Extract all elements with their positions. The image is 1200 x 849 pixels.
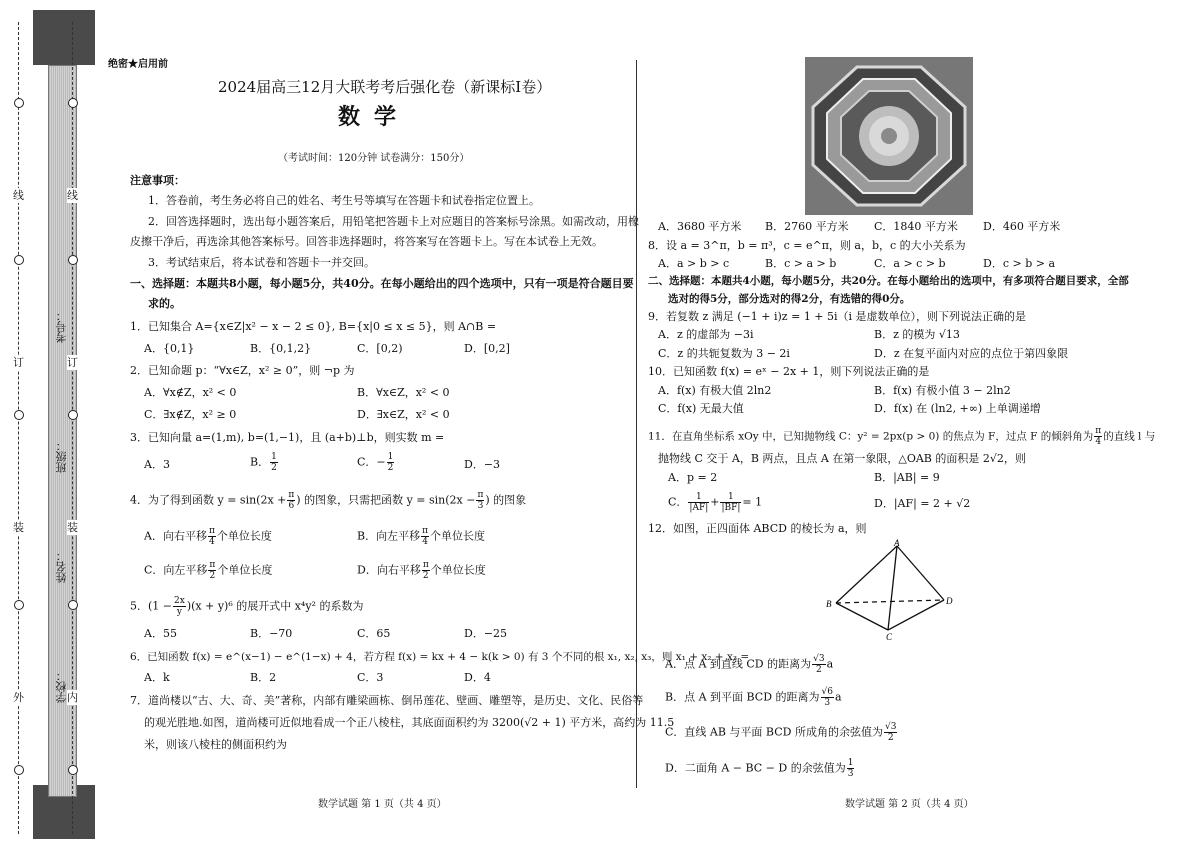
q5-option-b[interactable]: B．−70: [250, 627, 293, 640]
binding-word: 装: [13, 521, 24, 534]
q2-option-b[interactable]: B．∀x∈Z，x² < 0: [357, 386, 450, 399]
octagonal-building-photo: [805, 57, 973, 215]
option-fraction: [422, 560, 430, 581]
option-text: 个单位长度: [217, 563, 273, 577]
option-fraction: [884, 722, 897, 743]
option-text: D．向右平移: [357, 563, 421, 577]
q6-option-b[interactable]: B．2: [250, 671, 277, 684]
fraction-numerator: π: [477, 490, 484, 500]
q10-option-a[interactable]: A．f(x) 有极大值 2ln2: [658, 384, 772, 397]
binding-margin: [10, 10, 113, 839]
binding-word: 内: [67, 691, 78, 704]
class-field[interactable]: 班级：: [55, 440, 68, 473]
fraction-denominator: y: [176, 607, 182, 617]
binding-hole: [68, 410, 78, 420]
q11-stem-part: 的直线 l 与: [1103, 430, 1156, 443]
q9-option-c[interactable]: C．z 的共轭复数为 3 − 2i: [658, 347, 790, 360]
q1-option-c[interactable]: C．[0,2): [357, 342, 403, 355]
binding-word: 订: [67, 356, 78, 369]
fraction-numerator: 1: [688, 492, 709, 503]
fraction-numerator: π: [1095, 426, 1102, 436]
q5-stem-part: 5．(1 −: [130, 599, 173, 613]
fraction-denominator: 3: [824, 698, 831, 708]
fraction-numerator: π: [209, 560, 216, 570]
binding-hole: [68, 765, 78, 775]
option-fraction: [208, 526, 216, 547]
q1-stem: 1．已知集合 A={x∈Z|x² − x − 2 ≤ 0}, B={x|0 ≤ x ≤ 5}，则 A∩B =: [130, 320, 497, 333]
q4-stem-fraction: [476, 490, 484, 511]
option-text: C．直线 AB 与平面 BCD 所成角的余弦值为: [665, 725, 883, 739]
binding-word: 装: [67, 521, 78, 534]
option-fraction: [208, 560, 216, 581]
binding-hole: [68, 255, 78, 265]
fraction-numerator: 2x: [174, 596, 185, 606]
binding-hole: [68, 98, 78, 108]
q9-option-d[interactable]: D．z 在复平面内对应的点位于第四象限: [874, 347, 1069, 360]
option-text: D．二面角 A − BC − D 的余弦值为: [665, 761, 846, 775]
binding-word: 订: [13, 356, 24, 369]
q4-stem-part: ) 的图象: [485, 493, 527, 507]
q8-option-a[interactable]: A．a > b > c: [658, 257, 730, 270]
q6-option-d[interactable]: D．4: [464, 671, 491, 684]
q3-option-b-fraction: [270, 452, 278, 473]
fraction-numerator: √3: [884, 722, 897, 732]
q3-option-c[interactable]: [357, 452, 395, 473]
fraction-numerator: 1: [387, 452, 394, 462]
q5-option-a[interactable]: A．55: [144, 627, 177, 640]
q9-option-b[interactable]: B．z 的模为 √13: [874, 328, 960, 341]
q11-option-d[interactable]: D．|AF| = 2 + √2: [874, 497, 971, 510]
binding-hole: [14, 600, 24, 610]
q6-option-c[interactable]: C．3: [357, 671, 384, 684]
option-text: 个单位长度: [430, 529, 486, 543]
option-fraction: [847, 758, 855, 779]
q2-option-c[interactable]: C．∃x∉Z，x² ≥ 0: [144, 408, 237, 421]
secret-label: 绝密★启用前: [108, 59, 168, 70]
note-item: 皮擦干净后，再选涂其他答案标号。回答非选择题时，将答案写在答题卡上。写在本试卷上无效。: [130, 235, 603, 248]
binding-hole: [14, 765, 24, 775]
q12-option-b[interactable]: [665, 687, 842, 708]
fraction-denominator: 2: [887, 733, 894, 743]
fraction-denominator: 3: [847, 769, 854, 779]
q7-stem-line2: 的观光胜地.如图，道尚楼可近似地看成一个正八棱柱，其底面面积约为 3200(√2 + 1) 平方米，高约为 11.5: [144, 716, 675, 729]
vertex-label-b: B: [826, 599, 832, 609]
q9-option-a[interactable]: A．z 的虚部为 −3i: [658, 328, 754, 341]
option-text: 个单位长度: [430, 563, 486, 577]
q1-option-b[interactable]: B．{0,1,2}: [250, 342, 312, 355]
q3-stem: 3．已知向量 a=(1,m), b=(1,−1)，且 (a+b)⊥b，则实数 m =: [130, 431, 445, 444]
option-text: = 1: [742, 495, 763, 509]
fraction-numerator: π: [422, 560, 429, 570]
section-2-heading-cont: 选对的得5分，部分选对的得2分，有选错的得0分。: [668, 293, 911, 305]
binding-top-block: [33, 10, 95, 65]
option-text: a: [826, 657, 834, 671]
option-text: A．向右平移: [144, 529, 207, 543]
q7-option-c[interactable]: C．1840 平方米: [874, 220, 958, 233]
q3-option-b[interactable]: [250, 452, 279, 473]
q3-option-c-label: C．−: [357, 455, 386, 469]
option-text: 个单位长度: [216, 529, 272, 543]
binding-hole: [68, 600, 78, 610]
notes-heading: 注意事项：: [130, 174, 185, 187]
inner-cut-line: [72, 22, 73, 834]
q7-option-b[interactable]: B．2760 平方米: [765, 220, 849, 233]
page-divider: [636, 60, 637, 788]
q4-stem: [130, 490, 526, 511]
fraction-denominator: 4: [1095, 437, 1102, 447]
q4-option-b[interactable]: [357, 526, 485, 547]
fraction-numerator: π: [288, 490, 295, 500]
vertex-label-c: C: [886, 632, 893, 642]
fraction-denominator: 4: [209, 537, 215, 547]
subject-title: 数学: [338, 104, 411, 130]
binding-hole: [14, 410, 24, 420]
option-text: +: [710, 495, 720, 509]
binding-word: 线: [13, 189, 24, 202]
fraction-numerator: 1: [847, 758, 854, 768]
footer-right: 数学试题 第 2 页（共 4 页）: [845, 799, 974, 810]
vertex-label-d: D: [946, 596, 953, 606]
q8-option-b[interactable]: B．c > a > b: [765, 257, 837, 270]
fraction-denominator: 2: [209, 571, 216, 581]
fraction-denominator: |AF|: [689, 503, 709, 513]
option-fraction: [688, 492, 709, 513]
q8-option-d[interactable]: D．c > b > a: [983, 257, 1055, 270]
option-text: B．点 A 到平面 BCD 的距离为: [665, 690, 820, 704]
q7-stem-line3: 米，则该八棱柱的侧面积约为: [144, 738, 287, 751]
q4-option-a[interactable]: [144, 526, 272, 547]
option-text: a: [835, 690, 842, 704]
q5-stem-fraction: [173, 596, 186, 617]
q12-option-c[interactable]: [665, 722, 898, 743]
option-fraction: [421, 526, 429, 547]
q7-stem-line1: 7．道尚楼以“古、大、奇、美”著称，内部有雕梁画栋、倒吊莲花、壁画、雕塑等，是历史、文化、民俗等: [130, 694, 644, 707]
q11-option-b[interactable]: B．|AB| = 9: [874, 471, 940, 484]
option-fraction: [821, 687, 834, 708]
fraction-denominator: 3: [477, 501, 484, 511]
fraction-numerator: 1: [720, 492, 741, 503]
q6-option-a[interactable]: A．k: [144, 671, 170, 684]
option-text: A．点 A 到直线 CD 的距离为: [665, 657, 812, 671]
fraction-numerator: √6: [821, 687, 834, 697]
vertex-label-a: A: [894, 538, 900, 548]
q5-stem: [130, 596, 363, 617]
q3-option-a[interactable]: A．3: [144, 458, 170, 471]
fraction-denominator: |BF|: [721, 503, 741, 513]
fraction-denominator: 4: [422, 537, 428, 547]
fraction-numerator: 1: [271, 452, 277, 462]
q4-stem-fraction: [287, 490, 295, 511]
q5-option-d[interactable]: D．−25: [464, 627, 508, 640]
section-1-heading-cont: 求的。: [148, 297, 181, 310]
section-2-heading: 二、选择题：本题共4小题，每小题5分，共20分。在每小题给出的选项中，有多项符合题目要求，全部: [648, 275, 1129, 287]
q7-option-d[interactable]: D．460 平方米: [983, 220, 1061, 233]
q2-stem: 2．已知命题 p：“∀x∈Z，x² ≥ 0”，则 ¬p 为: [130, 364, 355, 377]
q12-stem: 12．如图，正四面体 ABCD 的棱长为 a，则: [648, 522, 867, 535]
tetrahedron-diagram: [820, 538, 960, 642]
q4-stem-part: ) 的图象，只需把函数 y = sin(2x −: [296, 493, 476, 507]
fraction-numerator: π: [208, 526, 215, 536]
q9-stem: 9．若复数 z 满足 (−1 + i)z = 1 + 5i（i 是虚数单位），则下列说法正确的是: [648, 310, 1027, 323]
q11-stem-fraction: [1094, 426, 1102, 447]
name-field[interactable]: 姓名：: [55, 550, 68, 583]
note-item: 2．回答选择题时，选出每小题答案后，用铅笔把答题卡上对应题目的答案标号涂黑。如需改动，用橡: [148, 215, 639, 228]
note-item: 3．考试结束后，将本试卷和答题卡一并交回。: [148, 256, 375, 269]
q1-option-a[interactable]: A．{0,1}: [144, 342, 195, 355]
exam-number-field[interactable]: 考号：: [55, 310, 68, 343]
q10-option-b[interactable]: B．f(x) 有极小值 3 − 2ln2: [874, 384, 1011, 397]
q7-option-a[interactable]: A．3680 平方米: [658, 220, 742, 233]
option-text: B．向左平移: [357, 529, 421, 543]
fraction-denominator: 2: [387, 463, 394, 473]
q8-option-c[interactable]: C．a > c > b: [874, 257, 946, 270]
binding-hole: [14, 255, 24, 265]
q4-stem-part: 4．为了得到函数 y = sin(2x +: [130, 493, 287, 507]
option-fraction: [720, 492, 741, 513]
fraction-denominator: 2: [422, 571, 429, 581]
binding-hole: [14, 98, 24, 108]
q2-option-d[interactable]: D．∃x∈Z，x² < 0: [357, 408, 450, 421]
option-text: C．向左平移: [144, 563, 208, 577]
q10-option-c[interactable]: C．f(x) 无最大值: [658, 402, 744, 415]
q11-option-c[interactable]: [668, 492, 762, 513]
q3-option-c-fraction: [387, 452, 395, 473]
q10-option-d[interactable]: D．f(x) 在 (ln2, +∞) 上单调递增: [874, 402, 1041, 415]
q2-option-a[interactable]: A．∀x∉Z，x² < 0: [144, 386, 237, 399]
q3-option-b-label: B．: [250, 455, 270, 469]
option-text: C．: [668, 495, 688, 509]
fraction-denominator: 6: [288, 501, 295, 511]
q5-option-c[interactable]: C．65: [357, 627, 391, 640]
option-fraction: [812, 654, 825, 675]
exam-info: （考试时间：120分钟 试卷满分：150分）: [278, 153, 470, 164]
section-1-heading: 一、选择题：本题共8小题，每小题5分，共40分。在每小题给出的四个选项中，只有一项是符合题目要: [130, 277, 634, 290]
q4-option-d[interactable]: [357, 560, 486, 581]
q10-stem: 10．已知函数 f(x) = eˣ − 2x + 1，则下列说法正确的是: [648, 365, 930, 378]
outer-cut-line: [18, 22, 19, 834]
footer-left: 数学试题 第 1 页（共 4 页）: [318, 799, 447, 810]
exam-title: 2024届高三12月大联考考后强化卷（新课标I卷）: [218, 78, 552, 96]
fraction-numerator: √3: [813, 654, 825, 664]
binding-word: 外: [13, 691, 24, 704]
q12-option-d[interactable]: [665, 758, 855, 779]
binding-word: 线: [67, 189, 78, 202]
q11-stem-part: 11．在直角坐标系 xOy 中，已知抛物线 C：y² = 2px(p > 0) 的焦点为 F，过点 F 的倾斜角为: [648, 430, 1094, 443]
q8-stem: 8．设 a = 3^π，b = π³，c = e^π，则 a，b，c 的大小关系为: [648, 239, 966, 252]
q4-option-c[interactable]: [144, 560, 272, 581]
q5-stem-part: )(x + y)⁶ 的展开式中 x⁴y² 的系数为: [186, 599, 364, 613]
q11-stem-line1: [648, 426, 1155, 447]
fraction-numerator: π: [422, 526, 429, 536]
fraction-denominator: 2: [815, 665, 822, 675]
q3-option-d[interactable]: D．−3: [464, 458, 501, 471]
q12-option-a[interactable]: [665, 654, 833, 675]
q11-option-a[interactable]: A．p = 2: [668, 471, 718, 484]
q1-option-d[interactable]: D．[0,2]: [464, 342, 510, 355]
fraction-denominator: 2: [271, 463, 277, 473]
note-item: 1．答卷前，考生务必将自己的姓名、考生号等填写在答题卡和试卷指定位置上。: [148, 194, 540, 207]
q11-stem-line2: 抛物线 C 交于 A，B 两点，且点 A 在第一象限，△OAB 的面积是 2√2，则: [658, 452, 1026, 465]
q6-stem: 6．已知函数 f(x) = e^(x−1) − e^(1−x) + 4，若方程 f(x) = kx + 4 − k(k > 0) 有 3 个不同的根 x₁, x₂, x₃，则 x₁ + x₂ + x₃ =: [130, 651, 750, 663]
school-field[interactable]: 学校：: [55, 670, 68, 703]
